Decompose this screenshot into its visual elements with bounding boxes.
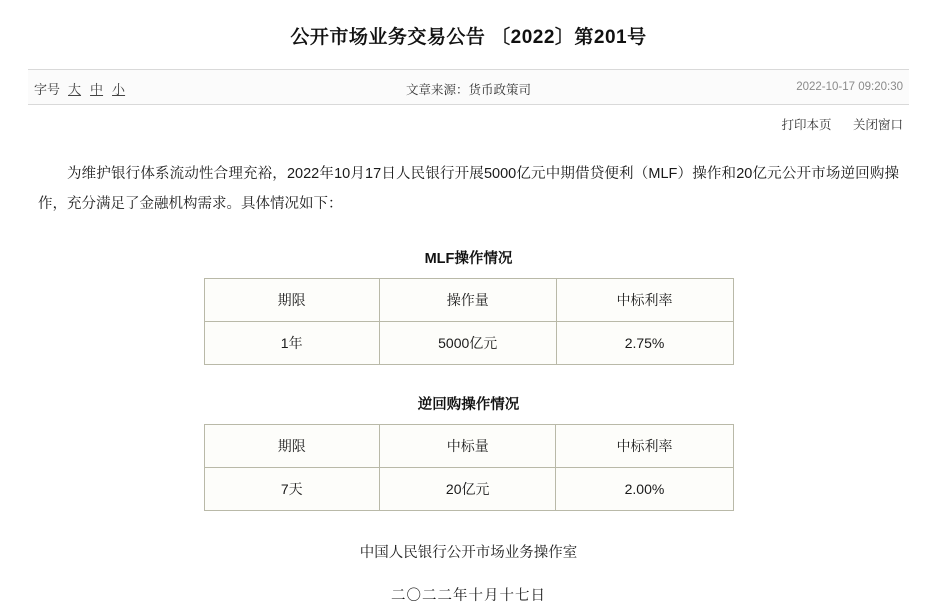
table-header-cell: 操作量 [379,279,556,322]
font-size-small[interactable]: 小 [112,82,126,97]
font-size-label: 字号 [34,82,61,97]
signature-office: 中国人民银行公开市场业务操作室 [359,545,578,561]
reverse-repo-table-caption: 逆回购操作情况 [417,397,520,413]
table-cell: 2.75% [556,322,733,365]
reverse-repo-table [204,424,734,511]
page-title: 公开市场业务交易公告 〔2022〕第201号 [290,27,647,48]
table-row [204,468,733,511]
close-window-link[interactable]: 关闭窗口 [852,118,903,132]
intro-paragraph: 为维护银行体系流动性合理充裕，2022年10月17日人民银行开展5000亿元中期借贷便利（MLF）操作和20亿元公开市场逆回购操作，充分满足了金融机构需求。具体情况如下： [38,166,899,212]
table-cell: 2.00% [556,468,733,511]
table-cell: 5000亿元 [379,322,556,365]
tool-links [28,105,909,133]
print-page-link[interactable]: 打印本页 [781,118,832,132]
mlf-table-caption: MLF操作情况 [424,251,513,267]
table-header-row [204,279,733,322]
meta-bar [28,69,909,105]
font-size-large[interactable]: 大 [68,82,82,97]
mlf-table [204,278,734,365]
font-size-medium[interactable]: 中 [90,82,104,97]
article-source: 文章来源：货币政策司 [405,83,531,97]
publish-timestamp: 2022-10-17 09:20:30 [796,81,903,93]
table-header-cell: 中标利率 [556,279,733,322]
table-cell: 20亿元 [379,468,555,511]
table-header-cell: 期限 [204,425,379,468]
table-header-cell: 期限 [204,279,379,322]
table-cell: 1年 [204,322,379,365]
table-header-cell: 中标利率 [556,425,733,468]
table-header-row [204,425,733,468]
signature-date: 二〇二二年十月十七日 [391,588,546,604]
table-row [204,322,733,365]
document-body [28,159,909,605]
table-header-cell: 中标量 [379,425,555,468]
table-cell: 7天 [204,468,379,511]
